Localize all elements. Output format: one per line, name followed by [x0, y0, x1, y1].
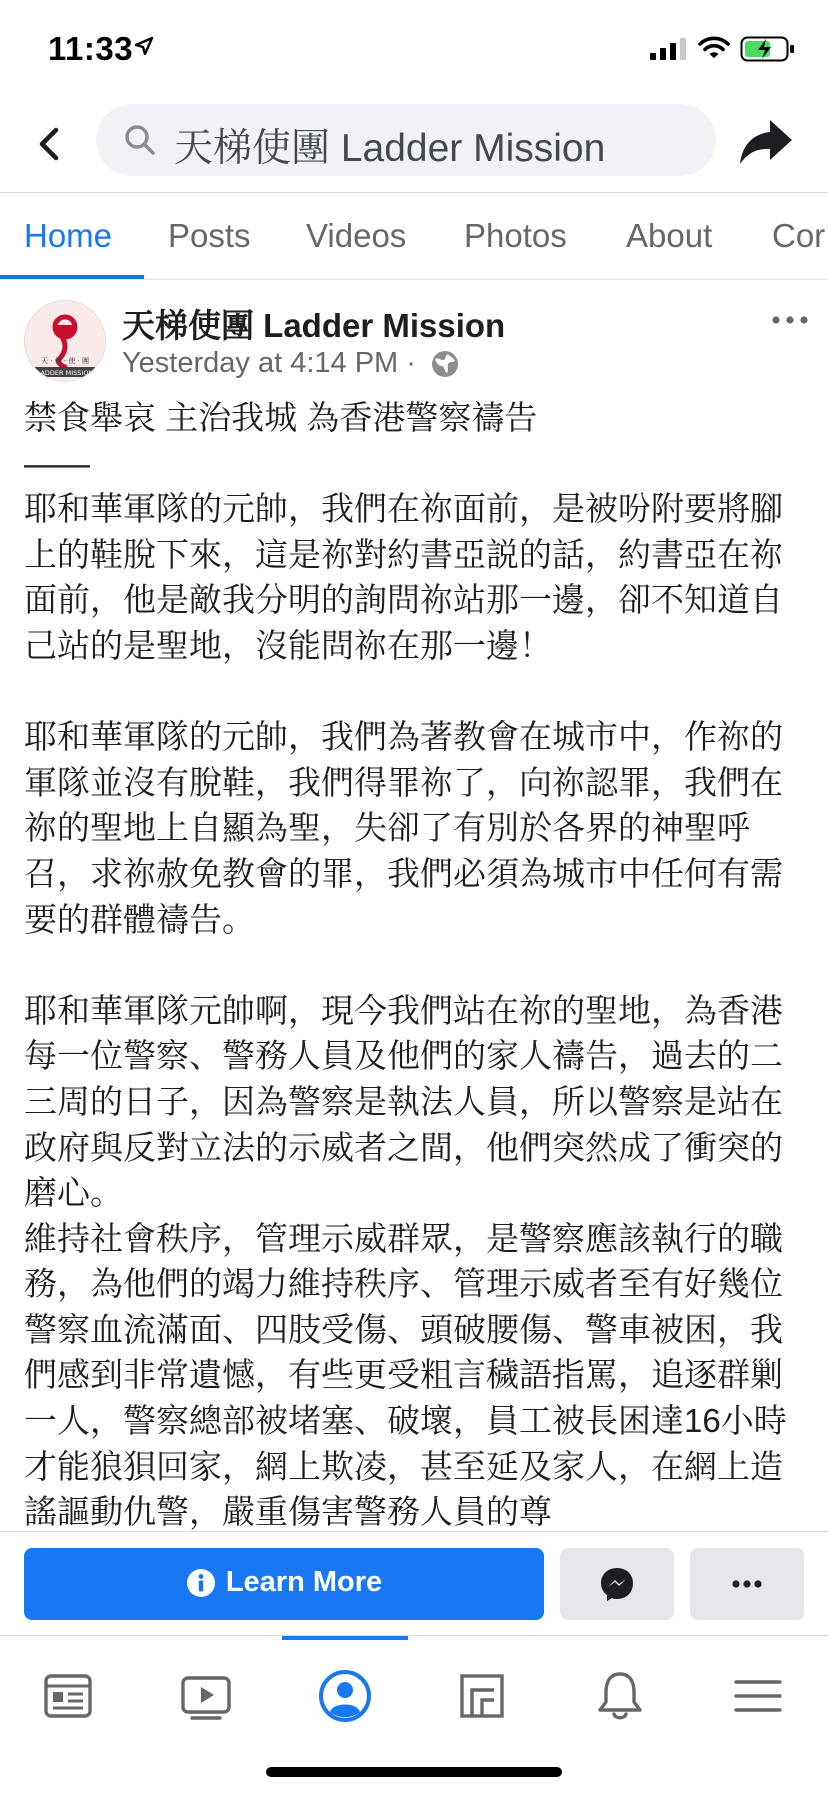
post-meta: [122, 347, 460, 380]
active-tab-indicator: [0, 275, 144, 279]
status-bar: [0, 0, 828, 96]
globe-icon: [430, 349, 460, 379]
signal-icon: [650, 38, 688, 60]
tab-photos[interactable]: Photos: [464, 217, 567, 254]
post-paragraph: 維持社會秩序，管理示威群眾，是警察應該執行的職務，為他們的竭力維持秩序、管理示威者至有好幾位警察血流滿面、四肢受傷、頭破腰傷、警車被困，我們感到非常遺憾，有些更受粗言穢語指罵，追逐群剿一人，警察總部被堵塞、破壞，員工被長困達16小時才能狼狽回家，網上欺凌，甚至延及家人，在網上造謠謳動仇警，嚴重傷害警務人員的尊: [24, 1219, 787, 1531]
location-arrow-icon: [134, 36, 154, 56]
tab-videos[interactable]: Videos: [306, 217, 407, 254]
back-icon[interactable]: [30, 120, 70, 168]
news-feed-icon[interactable]: [28, 1656, 108, 1736]
wifi-icon: [698, 36, 730, 60]
watch-icon[interactable]: [166, 1656, 246, 1736]
search-header: [0, 96, 828, 193]
post-timestamp[interactable]: Yesterday at 4:14 PM: [122, 347, 399, 379]
tab-posts[interactable]: Posts: [168, 217, 251, 254]
messenger-icon: [560, 1548, 674, 1620]
post-author[interactable]: 天梯使團 Ladder Mission: [122, 307, 506, 344]
page-tabs: [0, 193, 828, 280]
profile-icon[interactable]: [305, 1656, 385, 1736]
tab-community[interactable]: Cor: [772, 217, 826, 254]
page-avatar[interactable]: [24, 300, 106, 382]
share-icon[interactable]: [738, 116, 794, 168]
more-actions-button[interactable]: [690, 1548, 804, 1620]
post-paragraph: 禁食舉哀 主治我城 為香港警察禱告: [24, 399, 538, 436]
post-paragraph-gap: [24, 942, 794, 988]
notifications-icon[interactable]: [580, 1656, 660, 1736]
info-icon: [186, 1568, 216, 1598]
svg-text:天 · 梯 · 使 · 團: 天 · 梯 · 使 · 團: [40, 357, 90, 365]
learn-more-button[interactable]: [24, 1548, 544, 1620]
tab-home[interactable]: Home: [24, 217, 113, 254]
post-paragraph: 耶和華軍隊元帥啊，現今我們站在祢的聖地，為香港每一位警察、警務人員及他們的家人禱告，過去的二三周的日子，因為警察是執法人員，所以警察是站在政府與反對立法的示威者之間，他們突然成了衝突的磨心。: [24, 991, 783, 1212]
post-paragraph: ——: [24, 444, 90, 482]
status-time: 11:33: [48, 30, 134, 67]
search-input[interactable]: [96, 104, 716, 176]
search-text: 天梯使團 Ladder Mission: [174, 127, 606, 170]
battery-charging-icon: [740, 36, 796, 62]
more-horizontal-icon: [690, 1548, 804, 1620]
search-icon: [122, 122, 158, 158]
meta-separator: ·: [406, 347, 416, 379]
post-paragraph: 耶和華軍隊的元帥，我們為著教會在城市中，作祢的軍隊並沒有脫鞋，我們得罪祢了，向祢認罪，我們在祢的聖地上自顯為聖，失卻了有別於各界的神聖呼召，求祢赦免教會的罪，我們必須為城市中任何有需要的群體禱告。: [24, 718, 783, 938]
learn-more-label: Learn More: [225, 1566, 383, 1598]
post-body-viewport: [0, 395, 828, 1531]
page-action-bar: [0, 1531, 828, 1636]
messenger-button[interactable]: [560, 1548, 674, 1620]
more-options-icon[interactable]: [770, 312, 810, 328]
svg-text:LADDER MISSION: LADDER MISSION: [36, 369, 94, 377]
post-paragraph-gap: [24, 669, 794, 715]
tab-about[interactable]: About: [626, 217, 713, 254]
pages-icon[interactable]: [442, 1656, 522, 1736]
ladder-mission-logo: [25, 301, 105, 381]
post-paragraph: 耶和華軍隊的元帥，我們在祢面前，是被吩附要將腳上的鞋脫下來，這是祢對約書亞説的話，約書亞在祢面前，他是敵我分明的詢問祢站那一邊，卻不知道自己站的是聖地，沒能問祢在那一邊！: [24, 490, 783, 664]
post-body: [24, 395, 794, 1531]
menu-icon[interactable]: [718, 1656, 798, 1736]
active-nav-indicator: [282, 1636, 408, 1640]
home-indicator[interactable]: [266, 1767, 562, 1777]
